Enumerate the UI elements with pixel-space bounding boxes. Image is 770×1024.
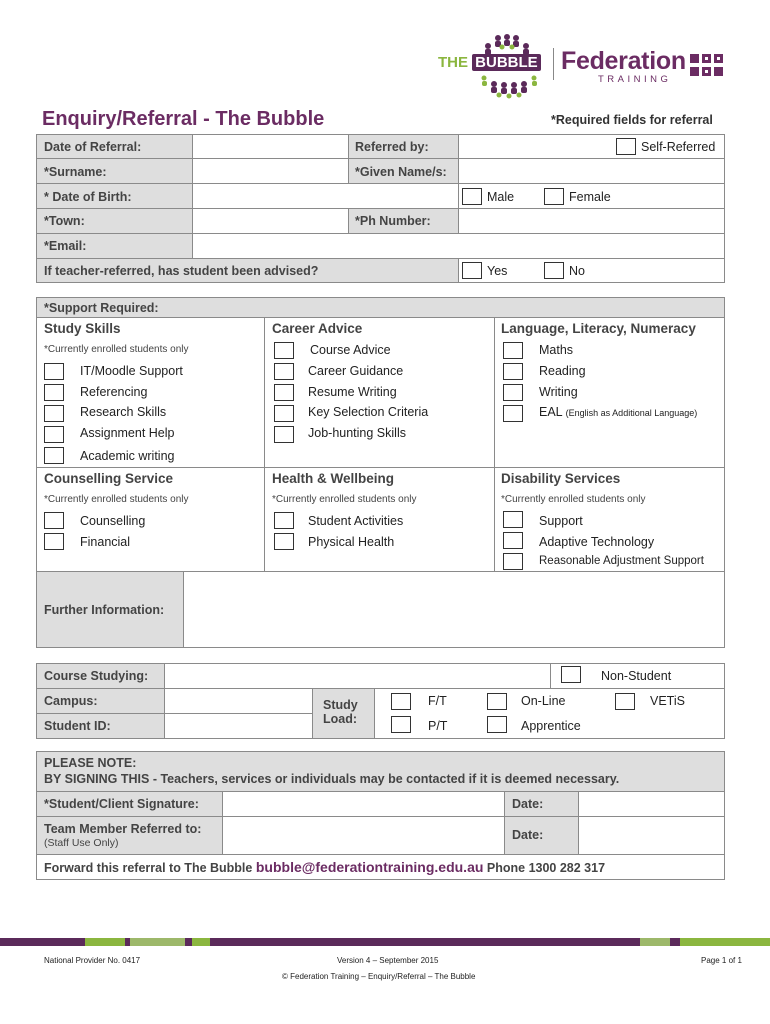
date-of-referral-input[interactable] [192,134,349,159]
disability-note: *Currently enrolled students only [501,494,646,505]
research-skills-label: Research Skills [80,405,167,419]
online-label: On-Line [521,694,566,708]
part-time-checkbox[interactable] [391,716,411,733]
counselling-checkbox[interactable] [44,512,64,529]
referencing-label: Referencing [80,385,148,399]
forward-email-link[interactable]: bubble@federationtraining.edu.au [255,859,484,875]
student-id-input[interactable] [164,713,313,739]
career-advice-title: Career Advice [272,321,363,336]
required-note: *Required fields for referral [551,113,713,127]
eal-label: EAL [539,405,563,419]
no-label: No [569,264,585,278]
apprentice-label: Apprentice [521,719,581,733]
support-divider-2 [494,317,495,572]
physical-health-label: Physical Health [308,535,395,549]
course-studying-label: Course Studying: [44,669,149,683]
vetis-label: VETiS [650,694,685,708]
logo-divider [553,48,554,80]
federation-wordmark: Federation [561,47,686,75]
support-checkbox[interactable] [503,511,523,528]
date1-label: Date: [512,797,544,811]
course-advice-checkbox[interactable] [274,342,294,359]
referencing-checkbox[interactable] [44,384,64,401]
footer-copyright: © Federation Training – Enquiry/Referral – The Bubble [282,972,476,981]
disability-title: Disability Services [501,471,621,486]
footer-band-decoration [0,938,770,946]
reasonable-adjustment-label: Reasonable Adjustment Support [539,555,704,567]
career-guidance-checkbox[interactable] [274,363,294,380]
counselling-label: Counselling [80,514,146,528]
footer-provider: National Provider No. 0417 [44,956,141,965]
course-advice-label: Course Advice [310,343,391,357]
no-checkbox[interactable] [544,262,564,279]
the-bubble-wordmark [438,54,541,71]
campus-label: Campus: [44,694,98,708]
support-label: Support [539,514,583,528]
male-label: Male [487,190,515,204]
signature-label: *Student/Client Signature: [44,797,199,811]
date2-input[interactable] [578,816,725,855]
page-title: Enquiry/Referral - The Bubble [42,108,325,130]
date1-input[interactable] [578,791,725,817]
financial-label: Financial [80,535,131,549]
further-info-label: Further Information: [44,603,165,617]
support-header: *Support Required: [44,301,159,315]
yes-checkbox[interactable] [462,262,482,279]
logo-the: THE [438,54,468,71]
self-referred-checkbox[interactable] [616,138,636,155]
assignment-help-checkbox[interactable] [44,426,64,443]
counselling-title: Counselling Service [44,471,174,486]
given-names-input[interactable] [458,158,725,184]
team-member-label: Team Member Referred to: [44,822,202,836]
key-selection-criteria-checkbox[interactable] [274,405,294,422]
study-load-label-1: Study [323,698,358,712]
health-title: Health & Wellbeing [272,471,395,486]
reasonable-adjustment-checkbox[interactable] [503,553,523,570]
student-activities-checkbox[interactable] [274,512,294,529]
it-moodle-label: IT/Moodle Support [80,364,183,378]
student-id-label: Student ID: [44,719,111,733]
female-checkbox[interactable] [544,188,564,205]
full-time-checkbox[interactable] [391,693,411,710]
team-member-input[interactable] [222,816,505,855]
eal-note: (English as Additional Language) [565,408,698,418]
self-referred-label: Self-Referred [641,140,716,154]
dob-label: * Date of Birth: [44,190,132,204]
footer-version: Version 4 – September 2015 [337,956,439,965]
academic-writing-label: Academic writing [80,449,175,463]
please-note-line1: PLEASE NOTE: [44,756,137,770]
vetis-checkbox[interactable] [615,693,635,710]
maths-checkbox[interactable] [503,342,523,359]
town-input[interactable] [192,208,349,234]
male-checkbox[interactable] [462,188,482,205]
resume-writing-label: Resume Writing [308,385,397,399]
apprentice-checkbox[interactable] [487,716,507,733]
study-skills-note: *Currently enrolled students only [44,344,189,355]
job-hunting-skills-label: Job-hunting Skills [308,426,406,440]
writing-checkbox[interactable] [503,384,523,401]
further-info-input[interactable] [184,572,724,647]
full-time-label: F/T [428,694,447,708]
reading-label: Reading [539,364,586,378]
training-wordmark: TRAINING [598,74,672,85]
health-note: *Currently enrolled students only [272,494,417,505]
assignment-help-label: Assignment Help [80,426,175,440]
email-input[interactable] [192,233,725,259]
logo-bubble: BUBBLE [472,54,541,71]
support-divider-1 [264,317,265,572]
campus-input[interactable] [164,688,313,714]
research-skills-checkbox[interactable] [44,405,64,422]
online-checkbox[interactable] [487,693,507,710]
non-student-label: Non-Student [601,669,672,683]
forward-line [44,859,605,875]
ph-number-input[interactable] [458,208,725,234]
forward-prefix: Forward this referral to The Bubble [44,861,253,875]
date2-label: Date: [512,828,544,842]
date-of-referral-label: Date of Referral: [44,140,142,154]
dob-input[interactable] [192,183,459,209]
female-label: Female [569,190,611,204]
reading-checkbox[interactable] [503,363,523,380]
financial-checkbox[interactable] [44,533,64,550]
eal-checkbox[interactable] [503,405,523,422]
resume-writing-checkbox[interactable] [274,384,294,401]
staff-use-label: (Staff Use Only) [44,837,119,849]
writing-label: Writing [539,385,578,399]
eal-row [539,405,697,419]
study-load-label-2: Load: [323,712,358,726]
yes-label: Yes [487,264,508,278]
physical-health-checkbox[interactable] [274,533,294,550]
key-selection-criteria-label: Key Selection Criteria [308,405,429,419]
lln-title: Language, Literacy, Numeracy [501,321,696,336]
footer-page: Page 1 of 1 [701,956,742,965]
career-guidance-label: Career Guidance [308,364,404,378]
adaptive-technology-checkbox[interactable] [503,532,523,549]
academic-writing-checkbox[interactable] [44,447,64,464]
federation-logo-mark-icon [690,52,724,80]
adaptive-technology-label: Adaptive Technology [539,535,655,549]
ph-number-label: *Ph Number: [355,214,431,228]
teacher-question-label: If teacher-referred, has student been advised? [44,264,319,278]
study-skills-title: Study Skills [44,321,121,336]
given-names-label: *Given Name/s: [355,165,447,179]
support-divider-h [36,467,725,468]
please-note-line2: BY SIGNING THIS - Teachers, services or individuals may be contacted if it is deemed necessary. [44,772,620,786]
course-studying-input[interactable] [164,663,551,689]
non-student-checkbox[interactable] [561,666,581,683]
counselling-note: *Currently enrolled students only [44,494,189,505]
forward-phone: Phone 1300 282 317 [486,861,606,875]
town-label: *Town: [44,214,85,228]
it-moodle-checkbox[interactable] [44,363,64,380]
student-activities-label: Student Activities [308,514,404,528]
surname-label: *Surname: [44,165,107,179]
part-time-label: P/T [428,719,448,733]
email-label: *Email: [44,239,87,253]
signature-input[interactable] [222,791,505,817]
referred-by-label: Referred by: [355,140,429,154]
surname-input[interactable] [192,158,349,184]
job-hunting-skills-checkbox[interactable] [274,426,294,443]
maths-label: Maths [539,343,574,357]
